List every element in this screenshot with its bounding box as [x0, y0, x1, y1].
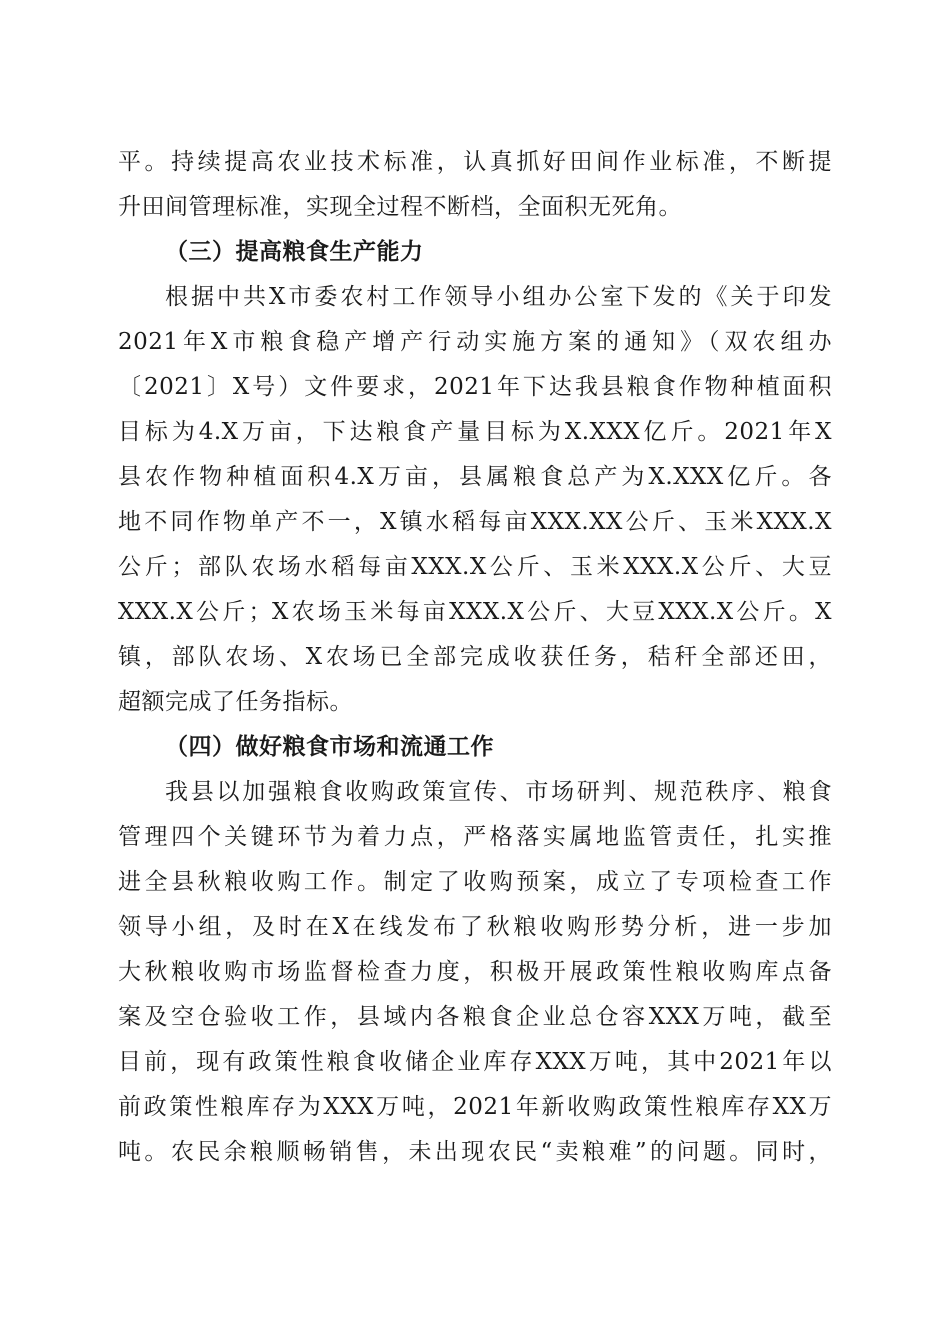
body-text-line: 〔2021〕X号）文件要求，2021年下达我县粮食作物种植面积 — [118, 374, 832, 400]
body-text-line: 吨。农民余粮顺畅销售，未出现农民“卖粮难”的问题。同时， — [118, 1139, 832, 1165]
body-text-line: 地不同作物单产不一，X镇水稻每亩XXX.XX公斤、玉米XXX.X — [118, 509, 832, 535]
body-text-line: 超额完成了任务指标。 — [118, 689, 353, 715]
body-text-line: 大秋粮收购市场监督检查力度，积极开展政策性粮收购库点备 — [118, 959, 832, 985]
body-text-line: 目前，现有政策性粮食收储企业库存XXX万吨，其中2021年以 — [118, 1049, 832, 1075]
section-heading-4: （四）做好粮食市场和流通工作 — [165, 733, 494, 760]
body-text-line: 前政策性粮库存为XXX万吨，2021年新收购政策性粮库存XX万 — [118, 1094, 832, 1120]
body-text-line: 进全县秋粮收购工作。制定了收购预案，成立了专项检查工作 — [118, 869, 832, 895]
body-text-line: 公斤；部队农场水稻每亩XXX.X公斤、玉米XXX.X公斤、大豆 — [118, 554, 832, 580]
body-text-line: 案及空仓验收工作，县域内各粮食企业总仓容XXX万吨，截至 — [118, 1004, 832, 1030]
body-text-line: 镇，部队农场、X农场已全部完成收获任务，秸秆全部还田， — [118, 644, 832, 670]
body-text-line: 我县以加强粮食收购政策宣传、市场研判、规范秩序、粮食 — [165, 779, 832, 805]
body-text-line: 根据中共X市委农村工作领导小组办公室下发的《关于印发 — [165, 284, 832, 310]
body-text-line: 目标为4.X万亩，下达粮食产量目标为X.XXX亿斤。2021年X — [118, 419, 832, 445]
body-text-line: 管理四个关键环节为着力点，严格落实属地监管责任，扎实推 — [118, 824, 832, 850]
body-text-line: 领导小组，及时在X在线发布了秋粮收购形势分析，进一步加 — [118, 914, 832, 940]
body-text-line: 升田间管理标准，实现全过程不断档，全面积无死角。 — [118, 194, 682, 220]
body-text-line: 县农作物种植面积4.X万亩，县属粮食总产为X.XXX亿斤。各 — [118, 464, 832, 490]
section-heading-3: （三）提高粮食生产能力 — [165, 238, 424, 265]
body-text-line: 平。持续提高农业技术标准，认真抓好田间作业标准，不断提 — [118, 149, 832, 175]
body-text-line: 2021年X市粮食稳产增产行动实施方案的通知》（双农组办 — [118, 329, 832, 355]
body-text-line: XXX.X公斤；X农场玉米每亩XXX.X公斤、大豆XXX.X公斤。X — [118, 599, 832, 625]
